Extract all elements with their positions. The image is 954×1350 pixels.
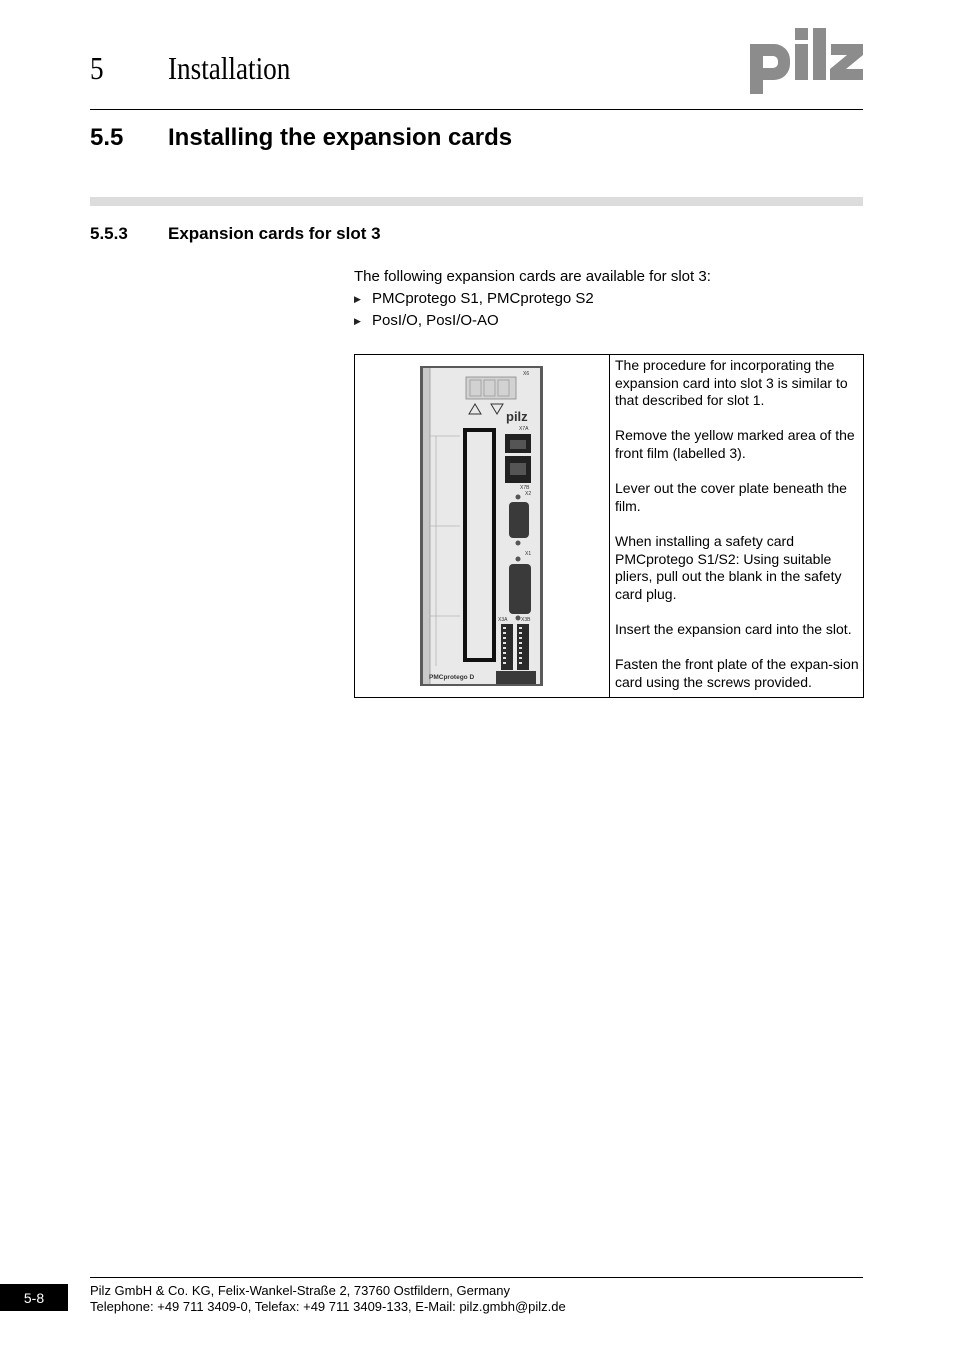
- device-label-x6: X6: [523, 371, 530, 377]
- device-label-x7b: X7B: [520, 485, 530, 491]
- header-rule: [90, 109, 863, 110]
- instruction-step: Remove the yellow marked area of the front film (labelled 3).: [615, 427, 855, 461]
- chapter-title: Installation: [168, 50, 291, 86]
- device-label-x2: X2: [525, 491, 532, 497]
- device-brand: pilz: [506, 409, 528, 424]
- instruction-step: When installing a safety card PMCprotego S1/S2: Using suitable pliers, pull out the blank in the safety card plug.: [615, 532, 842, 602]
- table-divider: [609, 355, 610, 697]
- subsection-number: 5.5.3: [90, 224, 128, 243]
- footer-rule: [90, 1277, 863, 1278]
- footer-contact: Telephone: +49 711 3409-0, Telefax: +49 711 3409-133, E-Mail: pilz.gmbh@pilz.de: [90, 1299, 566, 1314]
- device-label-x7a: X7A: [519, 426, 529, 432]
- device-photo: [420, 366, 543, 686]
- list-item: [354, 312, 594, 334]
- instruction-step: Insert the expansion card into the slot.: [615, 620, 852, 637]
- chapter-number: 5: [90, 50, 104, 86]
- instruction-step: Lever out the cover plate beneath the film.: [615, 480, 847, 514]
- instruction-step: The procedure for incorporating the expansion card into slot 3 is similar to that described for slot 1.: [615, 357, 848, 409]
- device-label-x3b: X3B: [521, 617, 531, 623]
- card-list: [354, 290, 594, 334]
- device-label-x3a: X3A: [498, 617, 508, 623]
- instruction-step: Fasten the front plate of the expan-sion card using the screws provided.: [615, 656, 859, 690]
- list-item-label: PMCprotego S1, PMCprotego S2: [372, 290, 594, 307]
- section-number: 5.5: [90, 124, 124, 151]
- instruction-table: [354, 354, 864, 698]
- intro-text: The following expansion cards are available for slot 3:: [354, 268, 711, 285]
- pilz-logo: [748, 24, 865, 96]
- list-item-label: PosI/O, PosI/O-AO: [372, 312, 499, 329]
- device-model-label: PMCprotego D: [429, 674, 475, 681]
- bullet-arrow-icon: ▶: [354, 316, 361, 326]
- device-label-x1: X1: [525, 551, 532, 557]
- bullet-arrow-icon: ▶: [354, 294, 361, 304]
- section-title: Installing the expansion cards: [168, 124, 513, 151]
- footer-address: Pilz GmbH & Co. KG, Felix-Wankel-Straße 2, 73760 Ostfildern, Germany: [90, 1283, 510, 1298]
- page-number: 5-8: [0, 1284, 68, 1311]
- subsection-title: Expansion cards for slot 3: [168, 224, 381, 243]
- instruction-steps: [615, 357, 859, 709]
- list-item: [354, 290, 594, 312]
- section-divider-bar: [90, 197, 863, 206]
